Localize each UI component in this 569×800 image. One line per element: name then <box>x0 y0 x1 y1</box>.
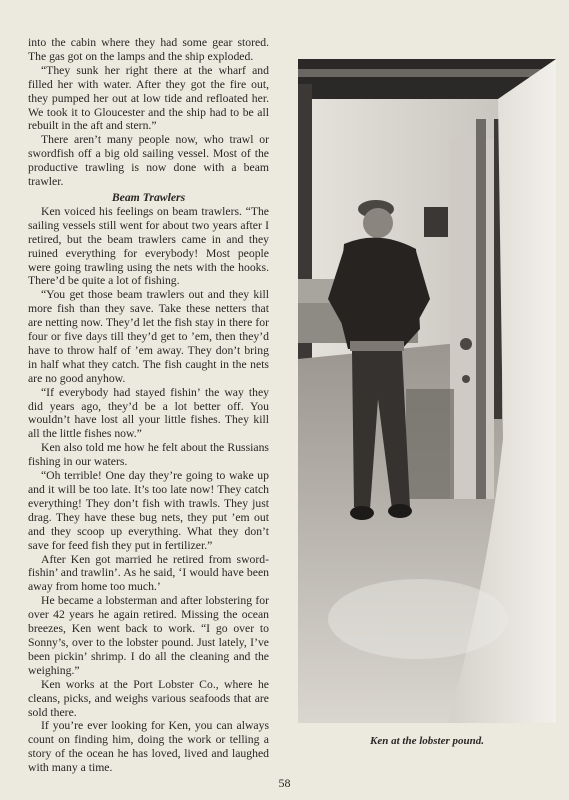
paragraph-4: Ken voiced his feelings on beam trawlers. “The sailing vessels still went for about two years after I retired, but the beam trawlers came in and they ruined everything for everybody! Most people were going trawling using the nets with the hooks. There’d be quite a lot of fishing. <box>28 204 269 288</box>
section-heading: Beam Trawlers <box>111 190 186 204</box>
article-column <box>28 36 269 775</box>
photo-caption: Ken at the lobster pound. <box>370 735 484 747</box>
paragraph-11: Ken works at the Port Lobster Co., where he cleans, picks, and weighs various seafoods that are sold there. <box>28 677 269 719</box>
paragraph-5: “You get those beam trawlers out and they kill more fish than they save. Take these netters that are netting now. They’d let the fish stay in there for four or five days till they’d get to ’em, then they’d have to throw half of ’em away. They don’t bring in half what they catch. The fish caught in the nets are no good anyhow. <box>28 288 269 385</box>
page-number: 58 <box>278 776 291 790</box>
paragraph-1: into the cabin where they had some gear stored. The gas got on the lamps and the ship exploded. <box>28 36 269 63</box>
paragraph-3: There aren’t many people now, who trawl or swordfish off a big old sailing vessel. Most of the productive trawling is now done with a beam trawler. <box>28 133 269 189</box>
paragraph-2: “They sunk her right there at the wharf and filled her with water. After they got the fire out, they pumped her out at low tide and refloated her. We took it to Gloucester and the ship had to be all rebuilt in the aft and stern.” <box>28 63 269 133</box>
paragraph-9: After Ken got married he retired from sword-fishin’ and trawlin’. As he said, ‘I would have been away from home too much.’ <box>28 552 269 594</box>
paragraph-7: Ken also told me how he felt about the Russians fishing in our waters. <box>28 441 269 469</box>
photo-ken-lobster-pound <box>298 59 556 723</box>
paragraph-10: He became a lobsterman and after lobstering for over 42 years he again retired. Missing the ocean breezes, Ken went back to work. “I go over to Sonny’s, over to the lobster pound. Just lately, I’ve been pickin’ shrimp. I do all the cleaning and the weighing.” <box>28 594 269 677</box>
paragraph-8: “Oh terrible! One day they’re going to wake up and it will be too late. It’s too late now! They catch everything! They don’t fish with trawls. They just drag. They have these bug nets, they put ’em out and they scoop up everything. What they don’t save for feed fish they put in fertilizer.” <box>28 469 269 552</box>
paragraph-6: “If everybody had stayed fishin’ the way they did years ago, they’d be a lot better off. You wouldn’t have lost all your little fishes. They kill all the little fishes now.” <box>28 385 269 441</box>
photo-illustration <box>298 59 556 723</box>
paragraph-12: If you’re ever looking for Ken, you can always count on finding him, doing the work or telling a story of the ocean he has loved, lived and laughed with many a time. <box>28 719 269 775</box>
